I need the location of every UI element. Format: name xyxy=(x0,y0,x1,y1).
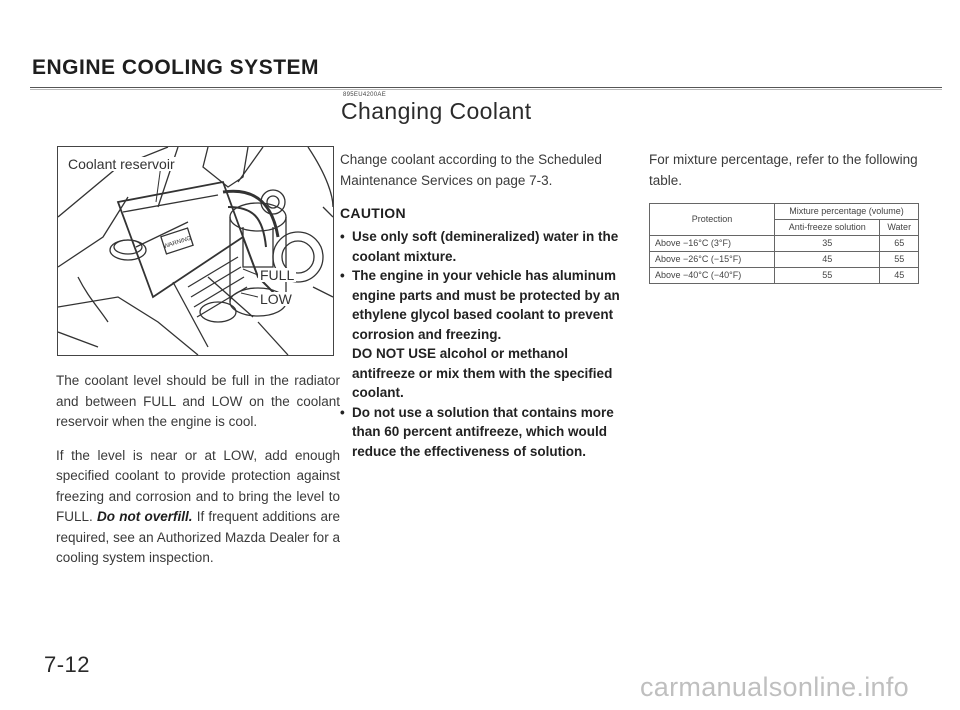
frequent-additions-text: If frequent additions are required, see an Authorized Mazda Dealer for a cooling system inspection. xyxy=(56,509,340,565)
table-row xyxy=(650,268,919,284)
caution-item-text: Use only soft (demineralized) water in the coolant mixture. xyxy=(352,229,619,264)
caution-item-text: Do not use a solution that contains more than 60 percent antifreeze, which would reduce the effectiveness of solution. xyxy=(352,404,614,459)
caution-item-text: The engine in your vehicle has aluminum engine parts and must be protected by an ethylene glycol based coolant to prevent corrosion and freezing. xyxy=(352,268,620,342)
cell-water: 55 xyxy=(880,252,919,268)
document-code: 895EU4200AE xyxy=(343,92,386,98)
mixture-column xyxy=(649,150,934,280)
header-rule-secondary xyxy=(30,89,942,90)
header-rule xyxy=(30,87,942,88)
cell-water: 65 xyxy=(880,236,919,252)
watermark: carmanualsonline.info xyxy=(640,672,909,702)
coolant-level-text xyxy=(56,371,340,582)
bullet: • xyxy=(340,268,345,283)
cell-protection: Above −40°C (−40°F) xyxy=(650,268,775,284)
cell-antifreeze: 45 xyxy=(775,252,880,268)
cell-antifreeze: 55 xyxy=(775,268,880,284)
header-protection: Protection xyxy=(650,204,775,236)
coolant-reservoir-label: Coolant reservoir xyxy=(68,156,175,172)
paragraph-coolant-level: The coolant level should be full in the radiator and between FULL and LOW on the coolant reservoir when the engine is cool. xyxy=(56,373,340,429)
bullet: • xyxy=(340,229,345,244)
header-water: Water xyxy=(880,220,919,236)
cell-water: 45 xyxy=(880,268,919,284)
caution-list xyxy=(340,227,630,461)
caution-item xyxy=(340,403,630,462)
cell-antifreeze: 35 xyxy=(775,236,880,252)
change-coolant-intro: Change coolant according to the Scheduled Maintenance Services on page 7-3. xyxy=(340,152,602,188)
caution-item-extra-text: DO NOT USE alcohol or methanol antifreeze or mix them with the specified coolant. xyxy=(352,346,613,400)
page-number: 7-12 xyxy=(44,652,91,677)
paragraph-add-coolant xyxy=(56,446,340,569)
cell-protection: Above −16°C (3°F) xyxy=(650,236,775,252)
full-level-label: FULL xyxy=(260,267,295,283)
low-level-label: LOW xyxy=(260,291,292,307)
table-row xyxy=(650,236,919,252)
header-mixture-percentage: Mixture percentage (volume) xyxy=(775,204,919,220)
page-heading: Changing Coolant xyxy=(341,98,532,124)
add-coolant-text: If the level is near or at LOW, add enough specified coolant to provide protection against freezing and corrosion and to bring the level to FULL. xyxy=(56,447,340,524)
cell-protection: Above −26°C (−15°F) xyxy=(650,252,775,268)
header-antifreeze: Anti-freeze solution xyxy=(775,220,880,236)
reservoir-cap-lettering: WARNING xyxy=(163,235,193,251)
caution-item xyxy=(340,266,630,403)
mixture-intro: For mixture percentage, refer to the following table. xyxy=(649,152,918,188)
table-header-row xyxy=(650,204,919,220)
overfill-warning: Do not overfill. xyxy=(97,509,193,524)
caution-item xyxy=(340,227,630,266)
bullet: • xyxy=(340,404,345,420)
section-title: ENGINE COOLING SYSTEM xyxy=(32,56,320,79)
table-row xyxy=(650,252,919,268)
coolant-reservoir-figure xyxy=(57,146,334,356)
caution-title: CAUTION xyxy=(340,205,406,221)
mixture-percentage-table xyxy=(649,203,919,284)
change-coolant-column xyxy=(340,150,630,461)
engine-bay-illustration xyxy=(58,147,333,355)
